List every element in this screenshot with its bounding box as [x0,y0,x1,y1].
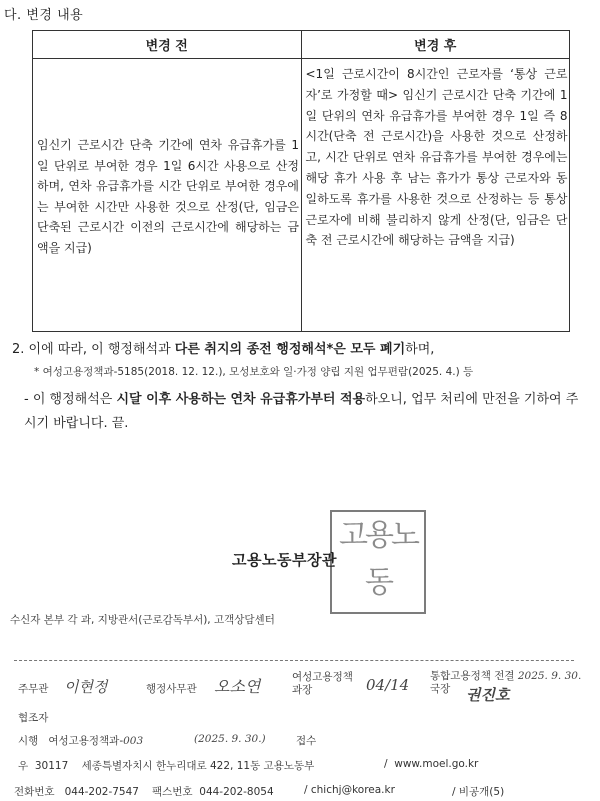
contact-line [14,784,139,799]
website-link[interactable]: www.moel.go.kr [394,758,479,770]
after-cell [301,59,570,332]
fax-number: 044-202-8054 [199,786,274,798]
section-title: 다. 변경 내용 [4,8,84,23]
phone-label: 전화번호 [14,786,55,798]
exec-text: 여성고용정책과- [48,735,124,747]
address-text: 세종특별자치시 한누리대로 422, 11동 고용노동부 [81,760,315,772]
address-line [18,758,314,773]
dash-prefix: - 이 행정해석은 [24,392,117,407]
header-after: 변경 후 [301,31,570,59]
postal-label: 우 [18,760,29,772]
dash-suffix: 하오니, 업무 처리에 만전을 기하여 주시기 바랍니다. 끝. [24,392,579,431]
exec-date: (2025. 9. 30.) [194,733,266,745]
exec-label: 시행 [18,735,39,747]
official-seal: 고용노동 [330,510,426,614]
website-slash: / [384,758,388,770]
fax-line [152,784,274,799]
admin-signature: 오소연 [214,677,261,696]
dash-bold: 시달 이후 사용하는 연차 유급휴가부터 적용 [116,392,366,407]
paragraph-2-suffix: 하며, [405,342,435,357]
director-label-line2: 국장 [430,683,451,695]
dept-label-line2: 과장 [292,684,313,696]
postal-code: 30117 [34,760,69,772]
footer-divider [14,660,574,661]
fax-label: 팩스번호 [152,786,193,798]
dept-label [292,671,353,697]
before-text: 임신기 근로시간 단축 기간에 연차 유급휴가를 1일 단위로 부여한 경우 1일 6시간 사용으로 산정하며, 연차 유급휴가를 시간 단위로 부여한 경우에는 부여한 시간만 사용한 것으로 산정(단, 임금은 단축된 근로시간 이전의 근로시간에 해당하는 금액을 지급) [37,138,299,255]
dash-paragraph [24,388,584,436]
email-address[interactable]: / chichj@korea.kr [304,784,395,796]
officer-signature: 이현정 [64,678,108,696]
receipt-label: 접수 [296,735,317,747]
exec-number: 003 [123,735,144,747]
sender-name: 고용노동부장관 [232,551,337,569]
after-text: <1일 근로시간이 8시간인 근로자를 ‘통상 근로자’로 가정할 때> 임신기 근로시간 단축 기간에 1일 단위의 연차 유급휴가를 부여한 경우 1일 즉 8시간(단축 전 근로시간)을 사용한 것으로 산정하고, 시간 단위로 연차 유급휴가를 부여한 경우에는 해당 휴가 사용 후 남는 휴가가 통상 근로자와 동일하도록 휴가를 사용한 것으로 산정하는 등 통상 근로자에 비해 불리하지 않게 산정(단, 임금은 단축 전 근로시간에 해당하는 금액을 지급) [305,67,568,248]
before-cell [33,59,302,332]
coop-label: 협조자 [18,712,49,724]
recipient-line: 수신자 본부 각 과, 지방관서(근로감독부서), 고객상담센터 [10,614,275,626]
exec-line [18,733,143,748]
phone-number: 044-202-7547 [64,786,139,798]
disclosure-status: / 비공개(5) [452,786,505,798]
website-line [384,758,478,770]
director-label-line1: 통합고용정책 전결 [430,670,515,682]
dept-label-line1: 여성고용정책 [292,671,353,683]
footnote: * 여성고용정책과-5185(2018. 12. 12.), 모성보호와 일·가정 양립 지원 업무편람(2025. 4.) 등 [34,366,474,378]
officer-label: 주무관 [18,683,49,695]
dept-signature: 04/14 [366,676,410,694]
paragraph-2-prefix: 2. 이에 따라, 이 행정해석과 [12,342,175,357]
director-date: 2025. 9. 30. [517,670,582,682]
header-before: 변경 전 [33,31,302,59]
director-signature: 권진호 [466,686,510,704]
paragraph-2 [12,338,434,357]
comparison-table [32,30,570,332]
admin-label: 행정사무관 [146,683,197,695]
paragraph-2-bold: 다른 취지의 종전 행정해석*은 모두 폐기 [174,342,406,357]
